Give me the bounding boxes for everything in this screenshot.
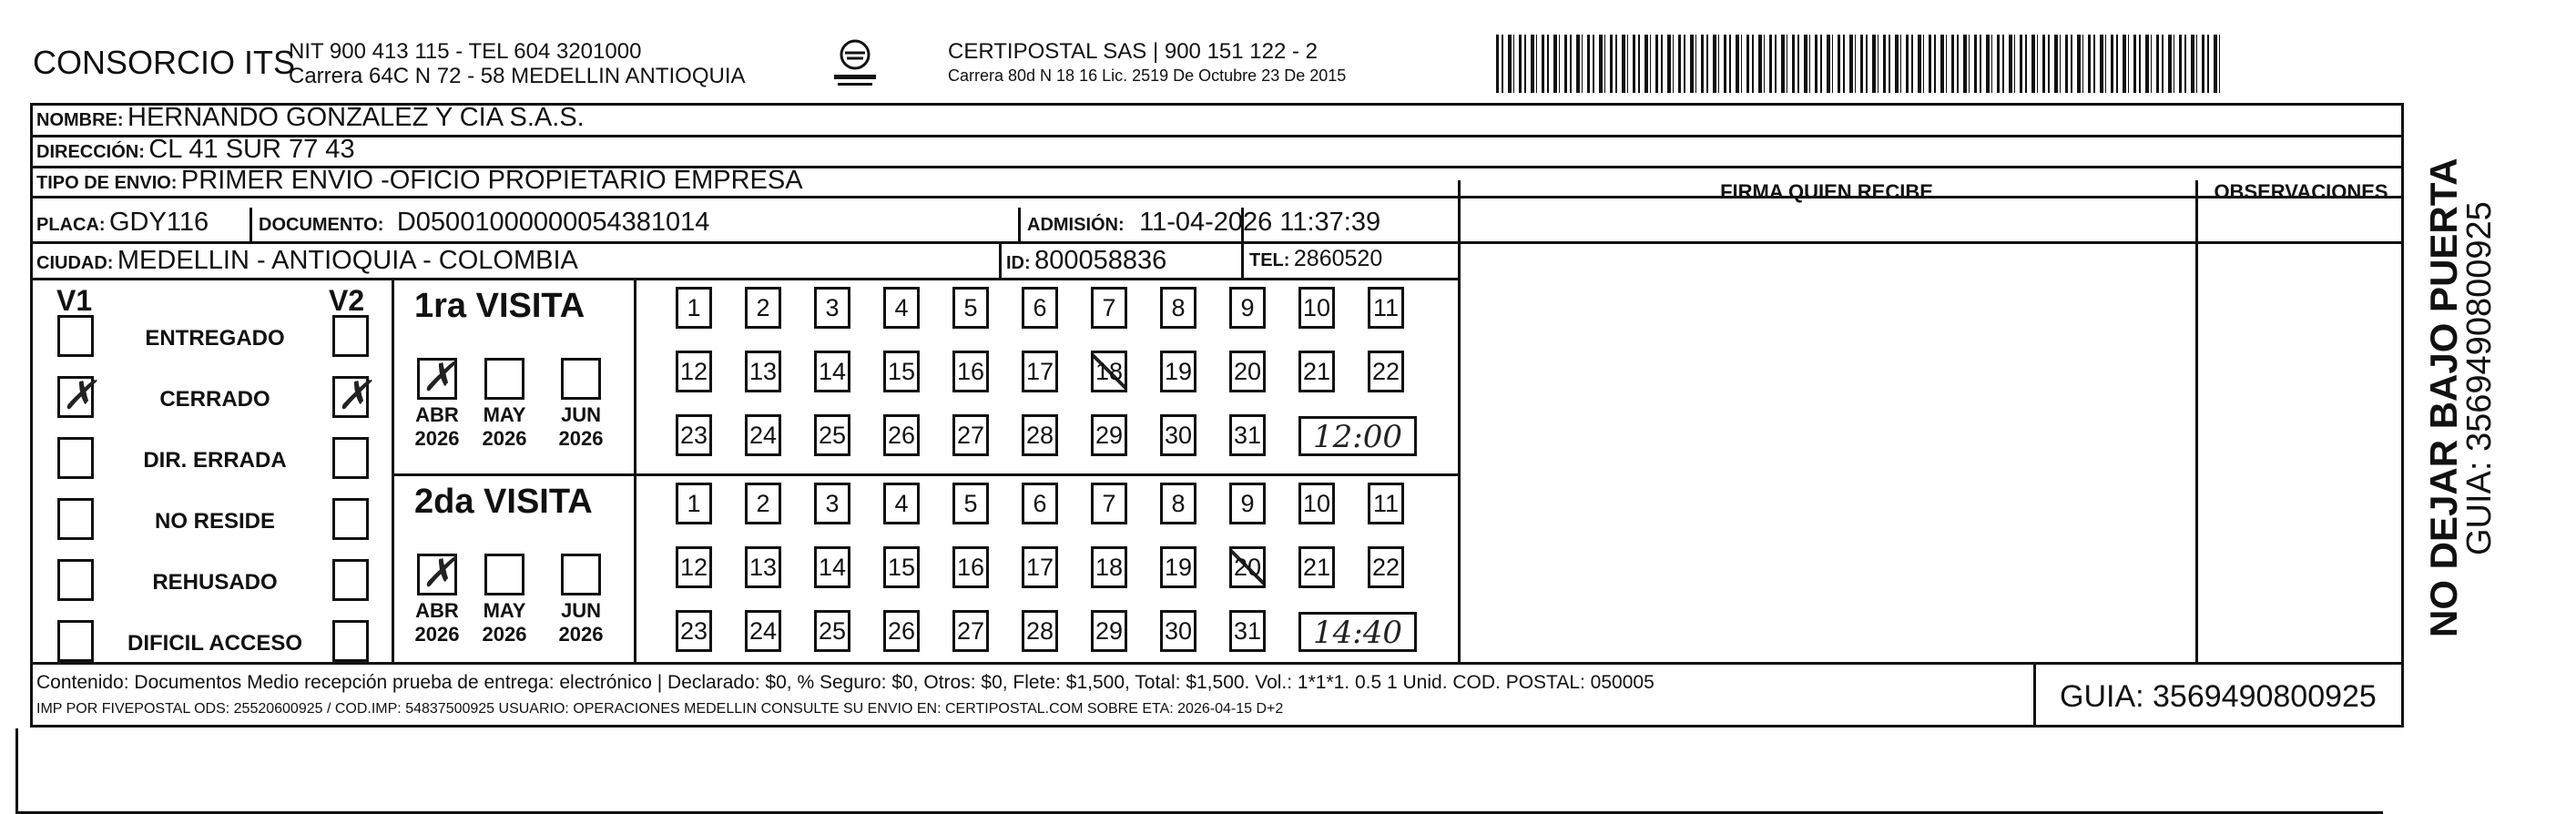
- day-box[interactable]: 27: [952, 610, 989, 652]
- month-label: [549, 403, 613, 451]
- day-box[interactable]: 12: [676, 546, 712, 588]
- carrier-line: CERTIPOSTAL SAS | 900 151 122 - 2: [948, 39, 1318, 64]
- day-box[interactable]: 29: [1091, 610, 1127, 652]
- imp-text: IMP POR FIVEPOSTAL ODS: 25520600925 / COD.IMP: 54837500925 USUARIO: OPERACIONES MEDELLIN CONSULTE SU ENVIO EN: CERTIPOSTAL.COM SOBRE ETA: 2026-04-15 D+2: [36, 701, 1284, 717]
- visit-title: 2da VISITA: [414, 483, 593, 521]
- day-box[interactable]: 31: [1229, 610, 1266, 652]
- month-checkbox[interactable]: [484, 358, 524, 400]
- v2-mark: ✗: [337, 372, 371, 419]
- tipo-envio-label: TIPO DE ENVIO:: [36, 173, 178, 193]
- tipo-envio-row: [36, 166, 803, 196]
- day-box[interactable]: 9: [1229, 287, 1266, 329]
- id-field: [1006, 246, 1166, 276]
- day-box[interactable]: 28: [1022, 414, 1058, 456]
- day-box[interactable]: 25: [814, 610, 850, 652]
- direccion-row: [36, 135, 355, 165]
- v1-mark: ✗: [62, 372, 96, 419]
- status-label: ENTREGADO: [145, 326, 285, 351]
- day-box[interactable]: 19: [1160, 546, 1196, 588]
- direccion-label: DIRECCIÓN:: [36, 142, 145, 162]
- placa-label: PLACA:: [36, 215, 106, 235]
- month-checkbox[interactable]: [484, 554, 524, 595]
- v2-checkbox[interactable]: [332, 372, 371, 419]
- month-checkbox[interactable]: [417, 354, 457, 401]
- day-box[interactable]: 11: [1368, 483, 1404, 524]
- day-box[interactable]: 8: [1160, 483, 1196, 524]
- month-name: MAY: [483, 599, 526, 622]
- v1-checkbox[interactable]: [57, 315, 94, 357]
- day-box[interactable]: 2: [745, 483, 781, 524]
- day-box[interactable]: 20: [1229, 351, 1266, 392]
- month-name: JUN: [560, 403, 601, 426]
- visit-time[interactable]: 12:00: [1298, 416, 1417, 456]
- day-box[interactable]: 17: [1022, 546, 1058, 588]
- day-box[interactable]: 15: [883, 351, 920, 392]
- placa-value: GDY116: [109, 208, 209, 237]
- v1-header: V1: [56, 284, 93, 317]
- visit-title: 1ra VISITA: [414, 287, 585, 325]
- day-box[interactable]: 23: [676, 414, 712, 456]
- status-label: NO RESIDE: [154, 509, 276, 534]
- day-box[interactable]: 24: [745, 610, 781, 652]
- tel-value: 2860520: [1293, 246, 1383, 271]
- day-box[interactable]: 4: [883, 287, 920, 329]
- certipostal-logo-icon: [830, 36, 880, 91]
- day-box[interactable]: 2: [745, 287, 781, 329]
- day-box[interactable]: 6: [1022, 287, 1058, 329]
- day-box[interactable]: 6: [1022, 483, 1058, 524]
- day-box[interactable]: 10: [1298, 483, 1335, 524]
- day-box[interactable]: 24: [745, 414, 781, 456]
- side-warning: NO DEJAR BAJO PUERTA: [2422, 158, 2465, 637]
- day-box[interactable]: 8: [1160, 287, 1196, 329]
- barcode: [1496, 35, 2225, 93]
- v1-checkbox[interactable]: [57, 620, 94, 662]
- documento-value: D05001000000054381014: [396, 208, 710, 237]
- placa-field: [36, 208, 209, 238]
- day-box[interactable]: 18: [1091, 546, 1127, 588]
- status-label: REHUSADO: [152, 570, 278, 595]
- month-name: JUN: [560, 599, 601, 622]
- v2-checkbox[interactable]: [332, 498, 369, 540]
- month-checkbox[interactable]: [561, 554, 601, 595]
- id-value: 800058836: [1034, 246, 1167, 275]
- month-year: 2026: [414, 427, 460, 450]
- carrier-address: Carrera 80d N 18 16 Lic. 2519 De Octubre 23 De 2015: [948, 66, 1347, 85]
- direccion-value: CL 41 SUR 77 43: [148, 135, 355, 164]
- day-box[interactable]: 28: [1022, 610, 1058, 652]
- footer-guia: GUIA: 3569490800925: [2060, 679, 2377, 714]
- nombre-row: [36, 103, 585, 133]
- day-box[interactable]: 26: [883, 610, 920, 652]
- day-box[interactable]: 30: [1160, 610, 1196, 652]
- tel-label: TEL:: [1249, 250, 1290, 270]
- day-box[interactable]: 17: [1022, 351, 1058, 392]
- day-box[interactable]: 27: [952, 414, 989, 456]
- tel-field: [1249, 246, 1382, 272]
- month-label: [473, 599, 536, 646]
- day-box[interactable]: 31: [1229, 414, 1266, 456]
- day-box[interactable]: 12: [676, 351, 712, 392]
- month-year: 2026: [558, 623, 604, 646]
- month-label: [405, 403, 469, 451]
- admision-field: [1027, 208, 1380, 238]
- side-guia: GUIA: 3569490800925: [2460, 201, 2499, 555]
- nombre-value: HERNANDO GONZALEZ Y CIA S.A.S.: [127, 103, 585, 132]
- day-box[interactable]: 14: [814, 351, 850, 392]
- day-box[interactable]: 23: [676, 610, 712, 652]
- status-label: DIFICIL ACCESO: [127, 631, 302, 656]
- month-name: ABR: [415, 403, 459, 426]
- ciudad-field: [36, 246, 578, 276]
- day-box[interactable]: 15: [883, 546, 920, 588]
- v2-checkbox[interactable]: [332, 620, 369, 662]
- day-box[interactable]: 11: [1368, 287, 1404, 329]
- day-box[interactable]: 26: [883, 414, 920, 456]
- day-box[interactable]: 5: [952, 483, 989, 524]
- month-year: 2026: [482, 623, 527, 646]
- firma-header: FIRMA QUIEN RECIBE: [1720, 180, 1933, 203]
- month-label: [405, 599, 469, 646]
- month-name: ABR: [415, 599, 459, 622]
- day-box[interactable]: 3: [814, 287, 850, 329]
- v2-checkbox[interactable]: [332, 315, 369, 357]
- day-box[interactable]: 22: [1368, 546, 1404, 588]
- month-checkbox[interactable]: [561, 358, 601, 400]
- month-year: 2026: [414, 623, 460, 646]
- day-box[interactable]: 7: [1091, 287, 1127, 329]
- day-box[interactable]: 29: [1091, 414, 1127, 456]
- day-box[interactable]: 13: [745, 546, 781, 588]
- day-box[interactable]: 1: [676, 483, 712, 524]
- admision-label: ADMISIÓN:: [1027, 215, 1125, 235]
- month-label: [473, 403, 536, 451]
- status-label: CERRADO: [159, 387, 270, 412]
- id-label: ID:: [1006, 253, 1031, 273]
- visit-time[interactable]: 14:40: [1298, 612, 1417, 652]
- documento-label: DOCUMENTO:: [259, 215, 384, 235]
- month-checkbox[interactable]: [417, 550, 457, 596]
- day-box[interactable]: 30: [1160, 414, 1196, 456]
- admision-value: 11-04-2026 11:37:39: [1139, 208, 1381, 237]
- v1-checkbox[interactable]: [57, 437, 94, 479]
- month-year: 2026: [482, 427, 527, 450]
- month-mark: ✗: [422, 550, 455, 596]
- day-box[interactable]: 25: [814, 414, 850, 456]
- day-box-marked[interactable]: 18: [1091, 351, 1127, 392]
- day-box[interactable]: 3: [814, 483, 850, 524]
- tipo-envio-value: PRIMER ENVIO -OFICIO PROPIETARIO EMPRESA: [180, 166, 803, 195]
- day-box[interactable]: 5: [952, 287, 989, 329]
- month-mark: ✗: [422, 354, 455, 401]
- v1-checkbox[interactable]: [57, 498, 94, 540]
- contenido-text: Contenido: Documentos Medio recepción prueba de entrega: electrónico | Declarado: $0, % Seguro: $0, Otros: $0, Flete: $1,500, Total: $1,500. Vol.: 1*1*1. 0.5 1 Unid. COD. POSTAL: 050005: [36, 672, 1655, 693]
- day-box[interactable]: 22: [1368, 351, 1404, 392]
- ciudad-label: CIUDAD:: [36, 253, 114, 273]
- day-box[interactable]: 7: [1091, 483, 1127, 524]
- month-year: 2026: [558, 427, 604, 450]
- company-name: CONSORCIO ITS: [33, 44, 296, 81]
- month-label: [549, 599, 613, 646]
- v2-checkbox[interactable]: [332, 437, 369, 479]
- day-box[interactable]: 10: [1298, 287, 1335, 329]
- day-box[interactable]: 21: [1298, 546, 1335, 588]
- nit-line: NIT 900 413 115 - TEL 604 3201000: [289, 39, 642, 64]
- day-box[interactable]: 14: [814, 546, 850, 588]
- status-label: DIR. ERRADA: [143, 448, 287, 473]
- observaciones-header: OBSERVACIONES: [2214, 180, 2388, 203]
- company-address: Carrera 64C N 72 - 58 MEDELLIN ANTIOQUIA: [289, 64, 746, 88]
- day-box[interactable]: 4: [883, 483, 920, 524]
- month-name: MAY: [483, 403, 526, 426]
- day-box[interactable]: 1: [676, 287, 712, 329]
- v1-checkbox[interactable]: [57, 559, 94, 601]
- day-box-marked[interactable]: 20: [1229, 546, 1266, 588]
- documento-field: [259, 208, 709, 238]
- ciudad-value: MEDELLIN - ANTIOQUIA - COLOMBIA: [117, 246, 578, 275]
- day-box[interactable]: 16: [952, 546, 989, 588]
- day-box[interactable]: 9: [1229, 483, 1266, 524]
- v2-checkbox[interactable]: [332, 559, 369, 601]
- day-box[interactable]: 16: [952, 351, 989, 392]
- day-box[interactable]: 19: [1160, 351, 1196, 392]
- v1-checkbox[interactable]: [57, 372, 96, 419]
- v2-header: V2: [329, 284, 365, 317]
- day-box[interactable]: 13: [745, 351, 781, 392]
- nombre-label: NOMBRE:: [36, 110, 124, 130]
- day-box[interactable]: 21: [1298, 351, 1335, 392]
